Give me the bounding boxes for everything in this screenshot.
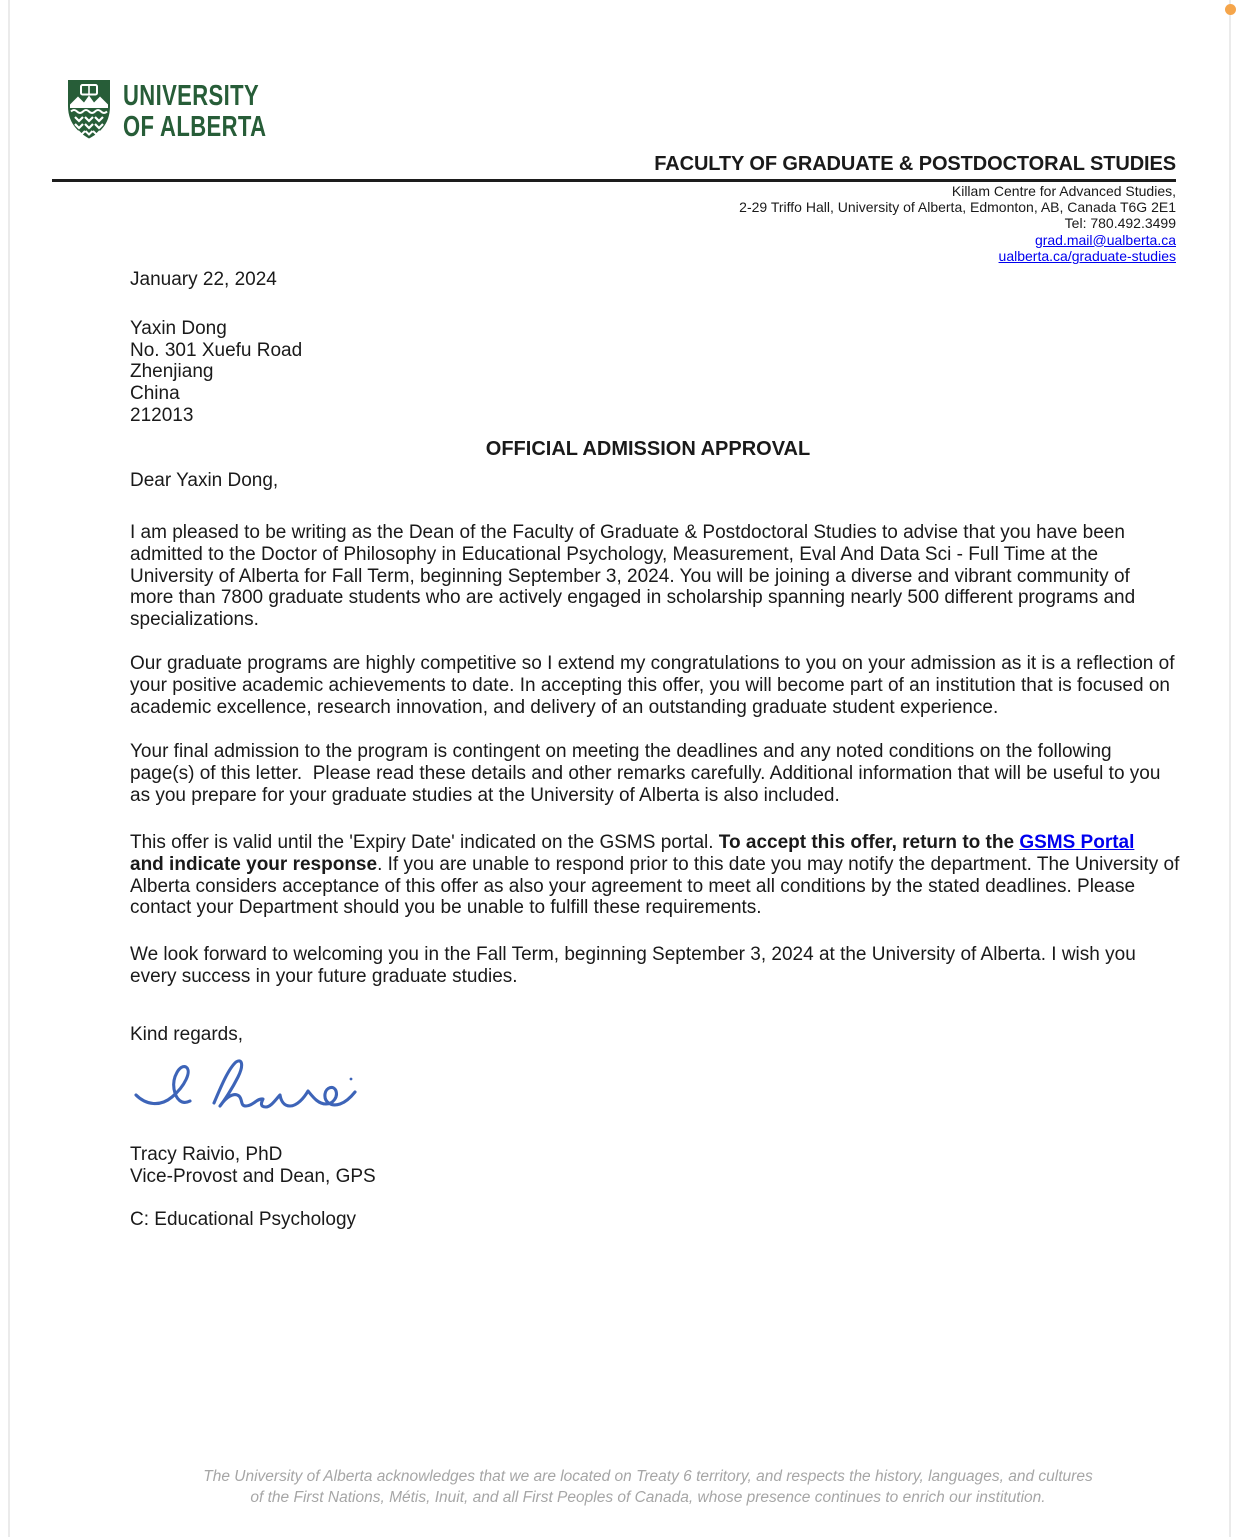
gsms-portal-link[interactable]: GSMS Portal (1019, 832, 1135, 853)
paragraph-welcome (130, 944, 1136, 988)
offer-bold-text: and indicate your response (130, 853, 378, 875)
signer-name: Tracy Raivio, PhD (130, 1144, 283, 1165)
faculty-header: FACULTY OF GRADUATE & POSTDOCTORAL STUDIES (654, 153, 1176, 175)
subject-heading: OFFICIAL ADMISSION APPROVAL (485, 438, 811, 460)
text-line: We look forward to welcoming you in the Fall Term, beginning September 3, 2024 at the University of Alberta. I wish you (130, 944, 1136, 965)
text-line: as you prepare for your graduate studies at the University of Alberta is also included. (130, 784, 840, 806)
text-line: page(s) of this letter. Please read these details and other remarks carefully. Additional information that will be useful to you (130, 762, 1161, 784)
university-shield-icon (66, 78, 112, 141)
text-line: No. 301 Xuefu Road (130, 339, 303, 361)
offer-text: . If you are unable to respond prior to this date you may notify the department. The University of (377, 853, 1180, 875)
signer-title: Vice-Provost and Dean, GPS (130, 1165, 376, 1187)
offer-line-2 (130, 854, 1179, 876)
annotation-dot (1225, 4, 1236, 15)
website-link[interactable]: ualberta.ca/graduate-studies (998, 247, 1176, 264)
logo-wordmark (123, 81, 266, 143)
closing: Kind regards, (130, 1024, 244, 1045)
text-line: academic excellence, research innovation, and delivery of an outstanding graduate student experience. (130, 696, 999, 718)
logo-wordmark-line1: UNIVERSITY (123, 80, 260, 112)
signature-image (130, 1053, 370, 1127)
text-line: your positive academic achievements to date. In accepting this offer, you will become part of an institution that is focused on (130, 674, 1170, 696)
university-logo (66, 78, 312, 143)
offer-bold-text: To accept this offer, return to the (718, 832, 1020, 853)
land-acknowledgement (130, 1466, 1166, 1508)
text-line: Zhenjiang (130, 361, 214, 383)
text-line: I am pleased to be writing as the Dean of the Faculty of Graduate & Postdoctoral Studies to advise that you have been (130, 522, 1125, 543)
text-line: more than 7800 graduate students who are actively engaged in scholarship spanning nearly 500 different programs and (130, 587, 1136, 609)
signature-icon (130, 1053, 370, 1121)
offer-text: This offer is valid until the 'Expiry Date' indicated on the GSMS portal. (130, 832, 719, 853)
offer-line-1 (130, 832, 1179, 854)
text-line: every success in your future graduate studies. (130, 965, 518, 987)
text-line: of the First Nations, Métis, Inuit, and all First Peoples of Canada, whose presence continues to enrich our institution. (250, 1489, 1046, 1506)
email-link[interactable]: grad.mail@ualberta.ca (1034, 231, 1176, 248)
text-line: The University of Alberta acknowledges that we are located on Treaty 6 territory, and respects the history, languages, and cultures (203, 1468, 1093, 1485)
text-line: China (130, 383, 180, 405)
paragraph-conditions (130, 741, 1160, 806)
text-line: Your final admission to the program is contingent on meeting the deadlines and any noted conditions on the following (130, 741, 1112, 762)
logo-wordmark-line2: OF ALBERTA (123, 111, 267, 143)
contact-line: Tel: 780.492.3499 (1064, 215, 1176, 232)
text-line: University of Alberta for Fall Term, beginning September 3, 2024. You will be joining a diverse and vibrant community of (130, 565, 1130, 587)
paragraph-congratulations (130, 653, 1174, 718)
letter-date: January 22, 2024 (130, 269, 277, 290)
offer-line-3: Alberta considers acceptance of this offer as also your agreement to meet all conditions by the stated deadlines. Please (130, 875, 1136, 897)
header-rule (52, 179, 1176, 182)
contact-block (739, 183, 1176, 264)
paragraph-offer-validity (130, 832, 1179, 919)
recipient-address (130, 318, 302, 427)
contact-line: Killam Centre for Advanced Studies, (951, 183, 1176, 199)
text-line: Yaxin Dong (130, 318, 227, 339)
paragraph-admission (130, 522, 1135, 631)
text-line: Our graduate programs are highly competitive so I extend my congratulations to you on your admission as it is a reflection of (130, 653, 1175, 674)
text-line: admitted to the Doctor of Philosophy in Educational Psychology, Measurement, Eval And Data Sci - Full Time at the (130, 543, 1099, 565)
cc-line: C: Educational Psychology (130, 1209, 357, 1230)
contact-line: 2-29 Triffo Hall, University of Alberta, Edmonton, AB, Canada T6G 2E1 (739, 199, 1176, 216)
page-right-edge (1229, 0, 1231, 1537)
signer-block (130, 1144, 376, 1187)
text-line: specializations. (130, 609, 259, 631)
salutation: Dear Yaxin Dong, (130, 470, 279, 491)
text-line: 212013 (130, 404, 194, 426)
page-left-edge (8, 0, 10, 1537)
offer-line-4: contact your Department should you be unable to fulfill these requirements. (130, 897, 762, 919)
